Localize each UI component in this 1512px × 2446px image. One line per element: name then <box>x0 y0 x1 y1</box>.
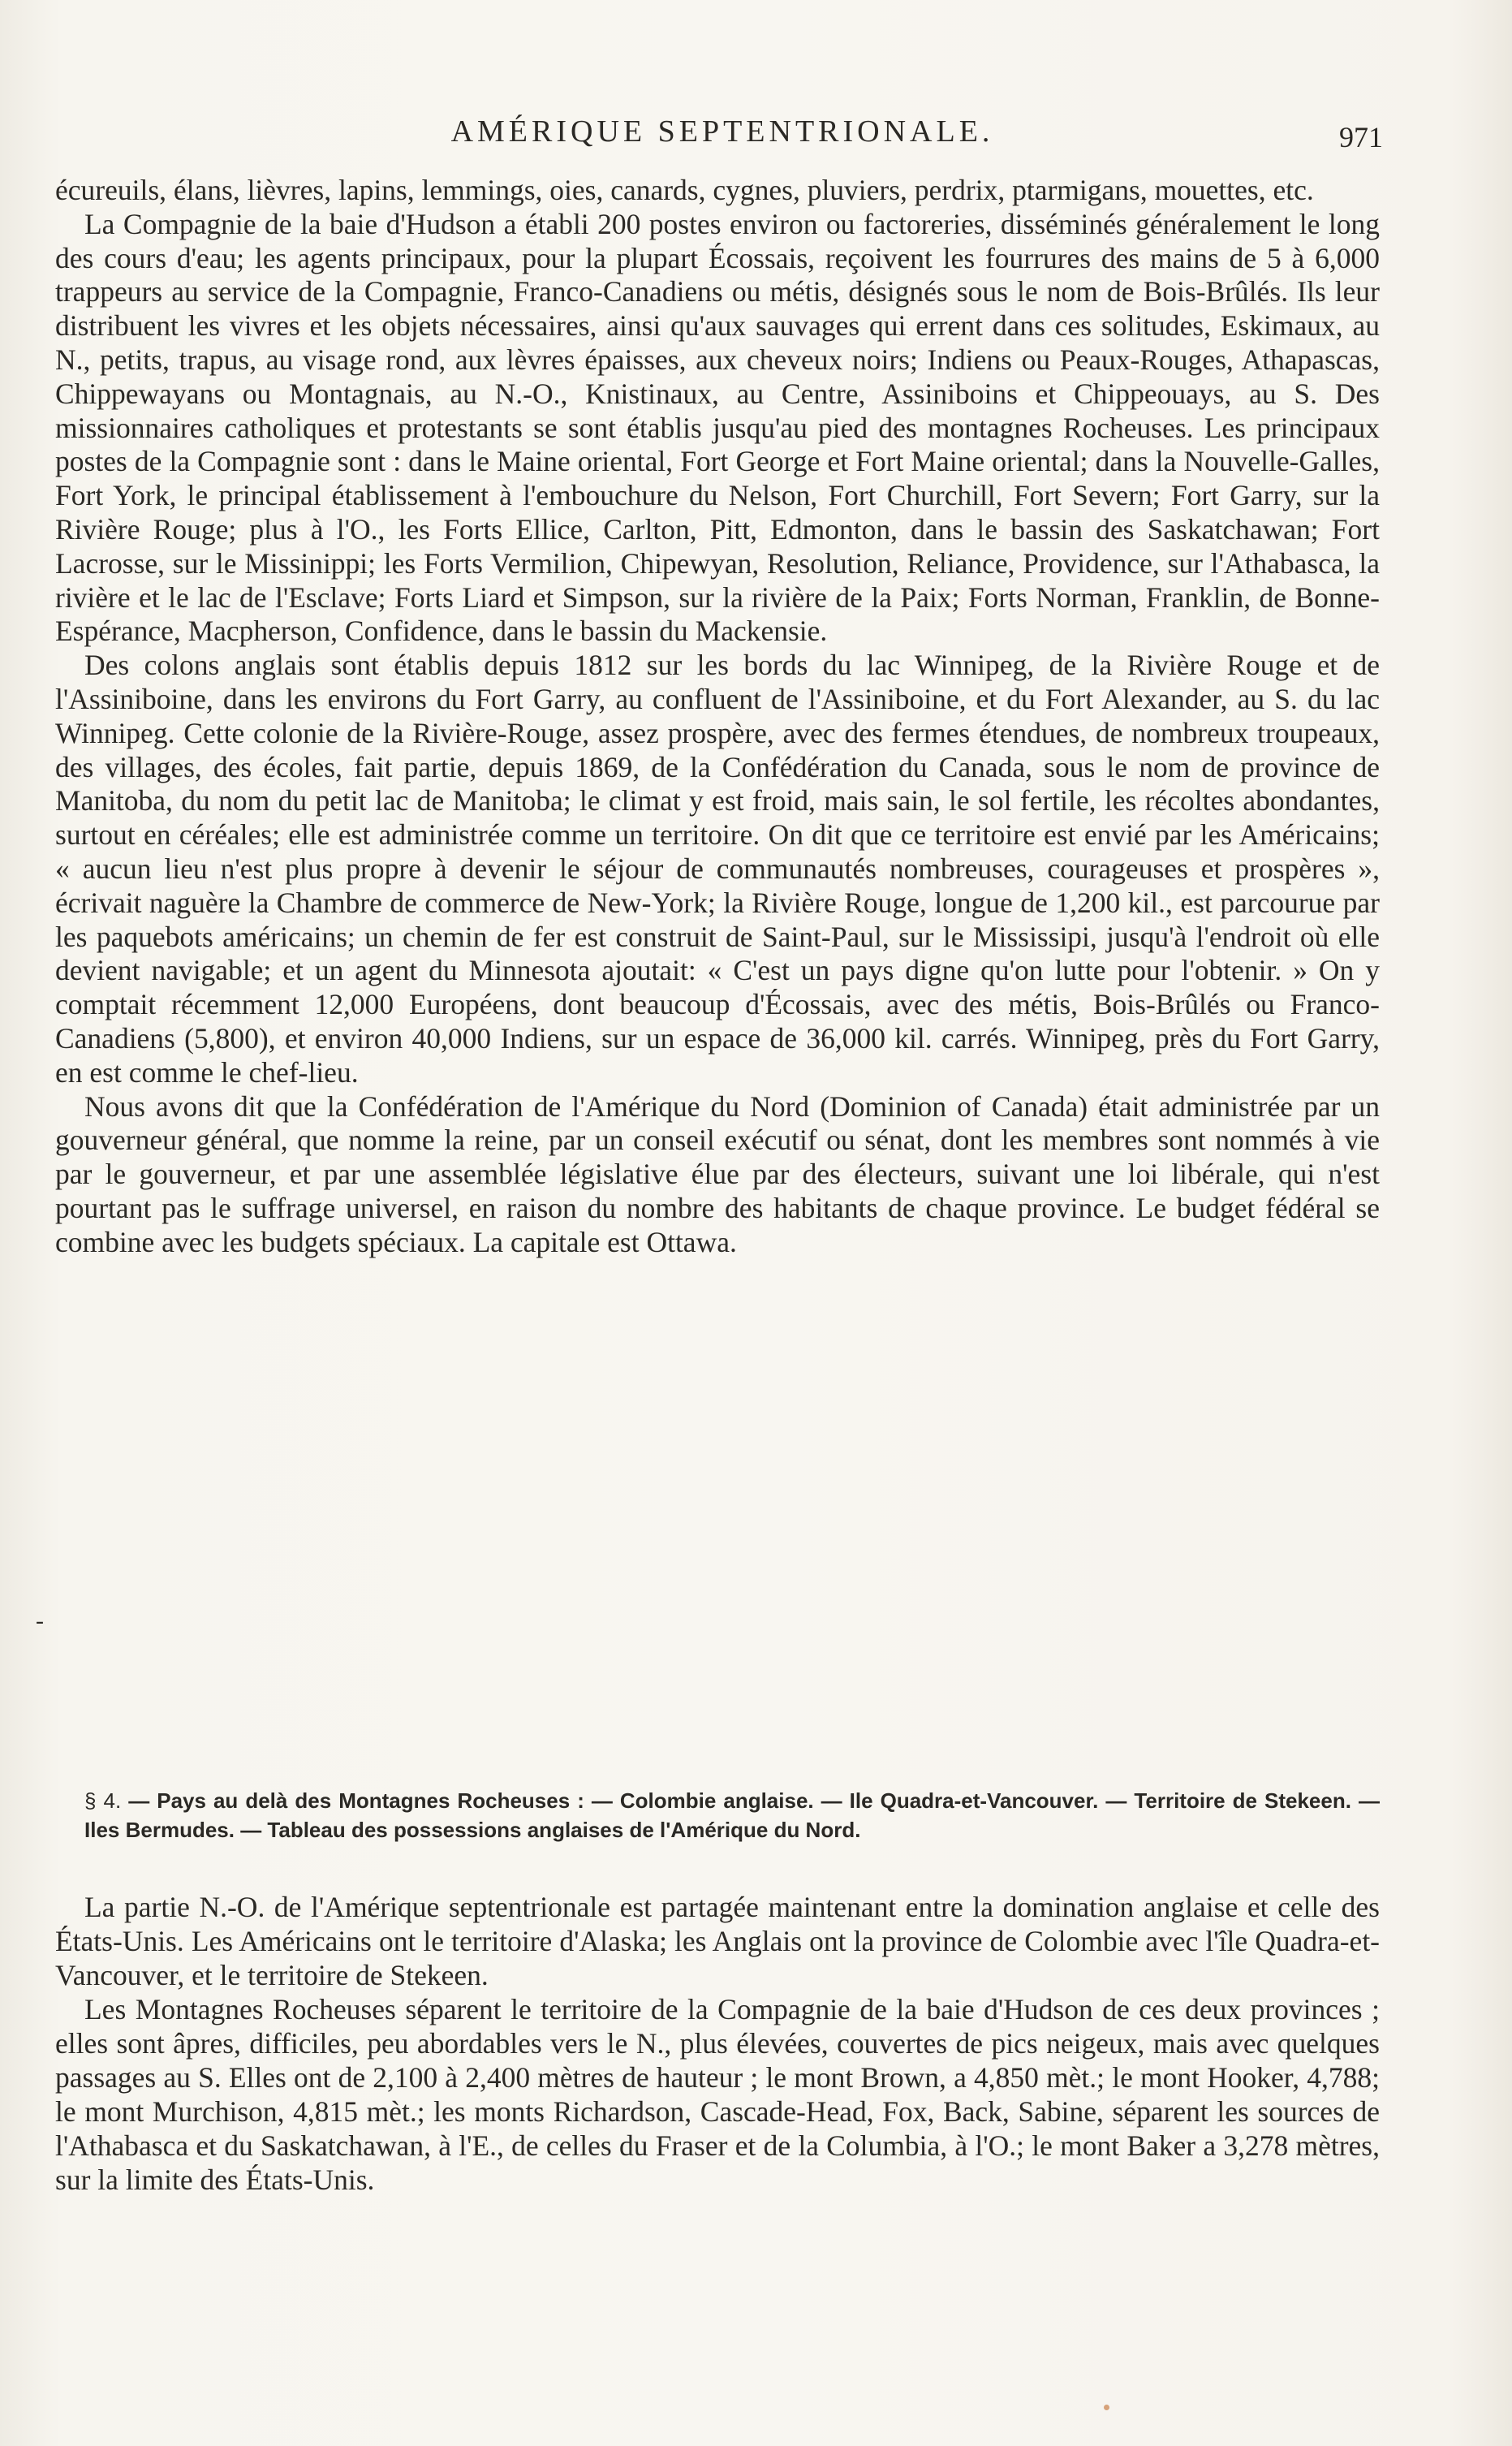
page-number: 971 <box>1339 121 1383 153</box>
section-text <box>55 1890 1380 2197</box>
main-text <box>55 174 1380 1260</box>
ink-dot <box>1104 2405 1109 2410</box>
paragraph-continuation: écureuils, élans, lièvres, lapins, lemmings, oies, canards, cygnes, pluviers, perdrix, ptarmigans, mouettes, etc. <box>55 174 1314 206</box>
paragraph-north-west: La partie N.-O. de l'Amérique septentrionale est partagée maintenant entre la domination anglaise et celle des États-Unis. Les Américains ont le territoire d'Alaska; les Anglais ont la province de Colombie avec l'île Quadra-et-Vancouver, et le territoire de Stekeen. <box>55 1891 1380 1991</box>
paragraph-rocky-mountains: Les Montagnes Rocheuses séparent le territoire de la Compagnie de la baie d'Hudson de ces deux provinces ; elles sont âpres, difficiles, peu abordables vers le N., plus élevées, couvertes de pics neigeux, mais avec quelques passages au S. Elles ont de 2,100 à 2,400 mètres de hauteur ; le mont Brown, a 4,850 mèt.; le mont Hooker, 4,788; le mont Murchison, 4,815 mèt.; les monts Richardson, Cascade-Head, Fox, Back, Sabine, séparent les sources de l'Athabasca et du Saskatchawan, à l'E., de celles du Fraser et de la Columbia, à l'O.; le mont Baker a 3,278 mètres, sur la limite des États-Unis. <box>55 1993 1380 2196</box>
running-header <box>65 114 1380 149</box>
paragraph-hudson-company: La Compagnie de la baie d'Hudson a établi 200 postes environ ou factoreries, disséminés généralement le long des cours d'eau; les agents principaux, pour la plupart Écossais, reçoivent les fourrures des mains de 5 à 6,000 trappeurs au service de la Compagnie, Franco-Canadiens ou métis, désignés sous le nom de Bois-Brûlés. Ils leur distribuent les vivres et les objets nécessaires, ainsi qu'aux sauvages qui errent dans ces solitudes, Eskimaux, au N., petits, trapus, au visage rond, aux lèvres épaisses, aux cheveux noirs; Indiens ou Peaux-Rouges, Athapascas, Chippewayans ou Montagnais, au N.-O., Knistinaux, au Centre, Assiniboins et Chippeouays, au S. Des missionnaires catholiques et protestants se sont établis jusqu'au pied des montagnes Rocheuses. Les principaux postes de la Compagnie sont : dans le Maine oriental, Fort George et Fort Maine oriental; dans la Nouvelle-Galles, Fort York, le principal établissement à l'embouchure du Nelson, Fort Churchill, Fort Severn; Fort Garry, sur la Rivière Rouge; plus à l'O., les Forts Ellice, Carlton, Pitt, Edmonton, dans le bassin des Saskatchawan; Fort Lacrosse, sur le Missinippi; les Forts Vermilion, Chipewyan, Resolution, Reliance, Providence, sur l'Athabasca, la rivière et le lac de l'Esclave; Forts Liard et Simpson, sur la rivière de la Paix; Forts Norman, Franklin, de Bonne-Espérance, Macpherson, Confidence, dans le bassin du Mackensie. <box>55 207 1380 648</box>
paragraph-confederation: Nous avons dit que la Confédération de l'Amérique du Nord (Dominion of Canada) était administrée par un gouverneur général, que nomme la reine, par un conseil exécutif ou sénat, dont les membres sont nommés à vie par le gouverneur, et par une assemblée législative élue par des électeurs, suivant une loi libérale, qui n'est pourtant pas le suffrage universel, en raison du nombre des habitants de chaque province. Le budget fédéral se combine avec les budgets spéciaux. La capitale est Ottawa. <box>55 1089 1380 1258</box>
section-heading <box>84 1786 1380 1844</box>
paragraph-colonists: Des colons anglais sont établis depuis 1812 sur les bords du lac Winnipeg, de la Rivière Rouge et de l'Assiniboine, dans les environs du Fort Garry, au confluent de l'Assiniboine, et du Fort Alexander, au S. du lac Winnipeg. Cette colonie de la Rivière-Rouge, assez prospère, avec des fermes étendues, de nombreux troupeaux, des villages, des écoles, fait partie, depuis 1869, de la Confédération du Canada, sous le nom de province de Manitoba, du nom du petit lac de Manitoba; le climat y est froid, mais sain, le sol fertile, les récoltes abondantes, surtout en céréales; elle est administrée comme un territoire. On dit que ce territoire est envié par les Américains; « aucun lieu n'est plus propre à devenir le séjour de communautés nombreuses, courageuses et prospères », écrivait naguère la Chambre de commerce de New-York; la Rivière Rouge, longue de 1,200 kil., est parcourue par les paquebots américains; un chemin de fer est construit de Saint-Paul, sur le Mississipi, jusqu'à l'endroit où elle devient navigable; et un agent du Minnesota ajoutait: « C'est un pays digne qu'on lutte pour l'obtenir. » On y comptait récemment 12,000 Européens, dont beaucoup d'Écossais, avec des métis, Bois-Brûlés ou Franco-Canadiens (5,800), et environ 40,000 Indiens, sur un espace de 36,000 kil. carrés. Winnipeg, près du Fort Garry, en est comme le chef-lieu. <box>55 649 1380 1089</box>
section-symbol: § 4. <box>84 1788 122 1813</box>
section-heading-text: — Pays au delà des Montagnes Rocheuses : — Colombie anglaise. — Ile Quadra-et-Vancouver. — Territoire de Stekeen. — Iles Bermudes. — Tableau des possessions anglaises de l'Amérique du Nord. <box>84 1788 1380 1842</box>
margin-mark: - <box>36 1607 44 1634</box>
running-title: AMÉRIQUE SEPTENTRIONALE. <box>450 114 994 149</box>
